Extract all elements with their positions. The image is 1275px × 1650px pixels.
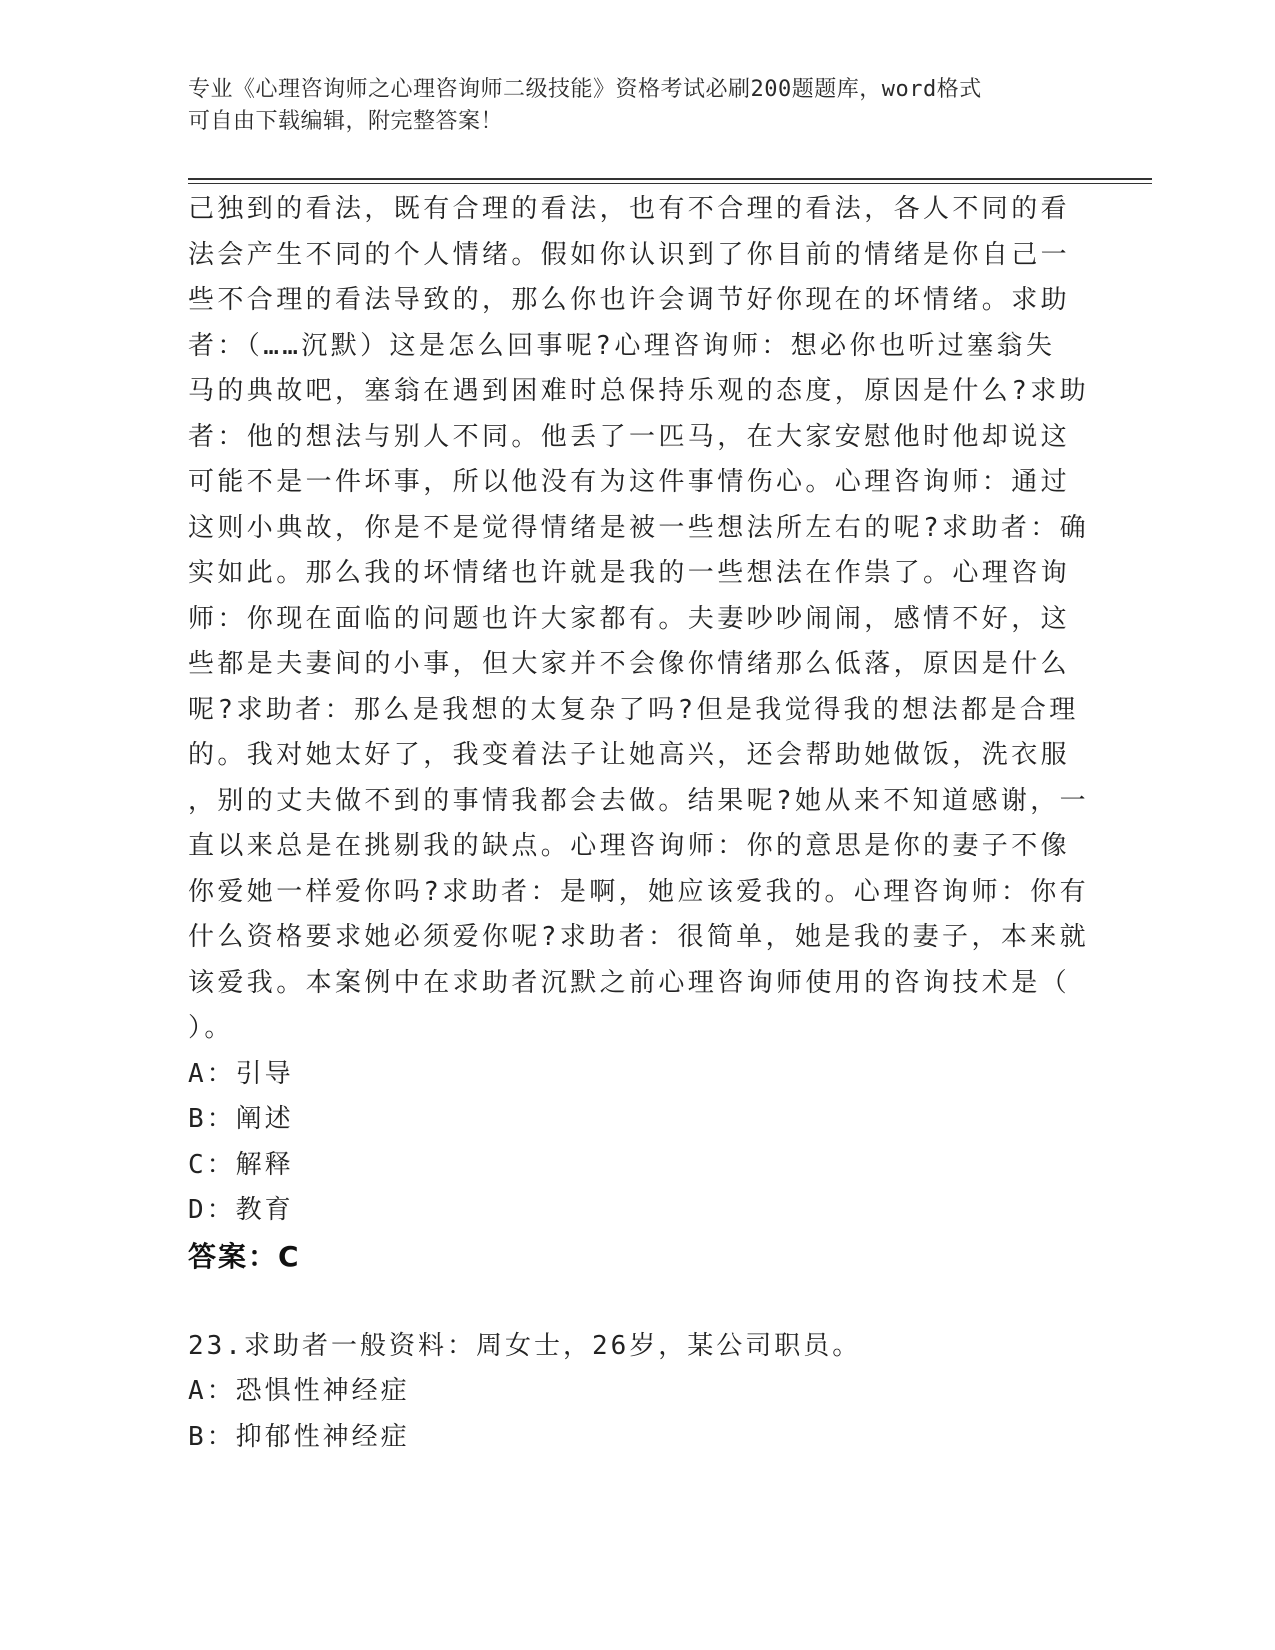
document-header bbox=[188, 74, 1088, 138]
question-22-options bbox=[188, 1052, 1068, 1234]
option-c: C：解释 bbox=[188, 1149, 294, 1180]
text-line: 者：（……沉默）这是怎么回事呢?心理咨询师：想必你也听过塞翁失 bbox=[188, 330, 1056, 361]
text-line: 法会产生不同的个人情绪。假如你认识到了你目前的情绪是你自己一 bbox=[188, 239, 1071, 270]
text-line: 什么资格要求她必须爱你呢?求助者：很简单，她是我的妻子，本来就 bbox=[188, 922, 1090, 952]
text-line: ）。 bbox=[188, 1013, 234, 1043]
text-line: 直以来总是在挑剔我的缺点。心理咨询师：你的意思是你的妻子不像 bbox=[188, 831, 1071, 861]
text-line: 的。我对她太好了，我变着法子让她高兴，还会帮助她做饭，洗衣服 bbox=[188, 740, 1071, 770]
spacer bbox=[188, 1280, 1068, 1324]
text-line: ，别的丈夫做不到的事情我都会去做。结果呢?她从来不知道感谢，一 bbox=[188, 785, 1090, 816]
text-line: 者：他的想法与别人不同。他丢了一匹马，在大家安慰他时他却说这 bbox=[188, 421, 1071, 452]
question-22-answer: 答案：C bbox=[188, 1239, 301, 1273]
text-line: 师：你现在面临的问题也许大家都有。夫妻吵吵闹闹，感情不好，这 bbox=[188, 603, 1071, 634]
text-line: 呢?求助者：那么是我想的太复杂了吗?但是我觉得我的想法都是合理 bbox=[188, 694, 1079, 725]
text-line: 你爱她一样爱你吗?求助者：是啊，她应该爱我的。心理咨询师：你有 bbox=[188, 876, 1090, 907]
text-line: 些不合理的看法导致的，那么你也许会调节好你现在的坏情绪。求助 bbox=[188, 285, 1071, 315]
text-line: 可能不是一件坏事，所以他没有为这件事情伤心。心理咨询师：通过 bbox=[188, 467, 1071, 497]
option-a: A：引导 bbox=[188, 1058, 294, 1089]
question-23-stem: 23.求助者一般资料：周女士，26岁，某公司职员。 bbox=[188, 1330, 862, 1361]
text-line: 实如此。那么我的坏情绪也许就是我的一些想法在作祟了。心理咨询 bbox=[188, 558, 1071, 588]
header-divider-thin bbox=[188, 183, 1152, 184]
text-line: 些都是夫妻间的小事，但大家并不会像你情绪那么低落，原因是什么 bbox=[188, 649, 1071, 679]
text-line: 马的典故吧，塞翁在遇到困难时总保持乐观的态度，原因是什么?求助 bbox=[188, 376, 1090, 406]
option-a: A：恐惧性神经症 bbox=[188, 1376, 410, 1406]
text-line: 这则小典故，你是不是觉得情绪是被一些想法所左右的呢?求助者：确 bbox=[188, 512, 1090, 543]
option-b: B：抑郁性神经症 bbox=[188, 1421, 410, 1452]
question-23 bbox=[188, 1324, 1068, 1461]
header-divider bbox=[188, 178, 1152, 180]
header-title-line-2: 可自由下载编辑，附完整答案！ bbox=[188, 109, 504, 134]
text-line: 己独到的看法，既有合理的看法，也有不合理的看法，各人不同的看 bbox=[188, 194, 1071, 224]
question-22-text bbox=[188, 187, 1090, 1052]
option-b: B：阐述 bbox=[188, 1104, 294, 1134]
option-d: D：教育 bbox=[188, 1195, 294, 1225]
header-title-line-1: 专业《心理咨询师之心理咨询师二级技能》资格考试必刷200题题库，word格式 bbox=[188, 77, 982, 102]
document-content bbox=[188, 187, 1090, 1460]
text-line: 该爱我。本案例中在求助者沉默之前心理咨询师使用的咨询技术是（ bbox=[188, 967, 1071, 998]
